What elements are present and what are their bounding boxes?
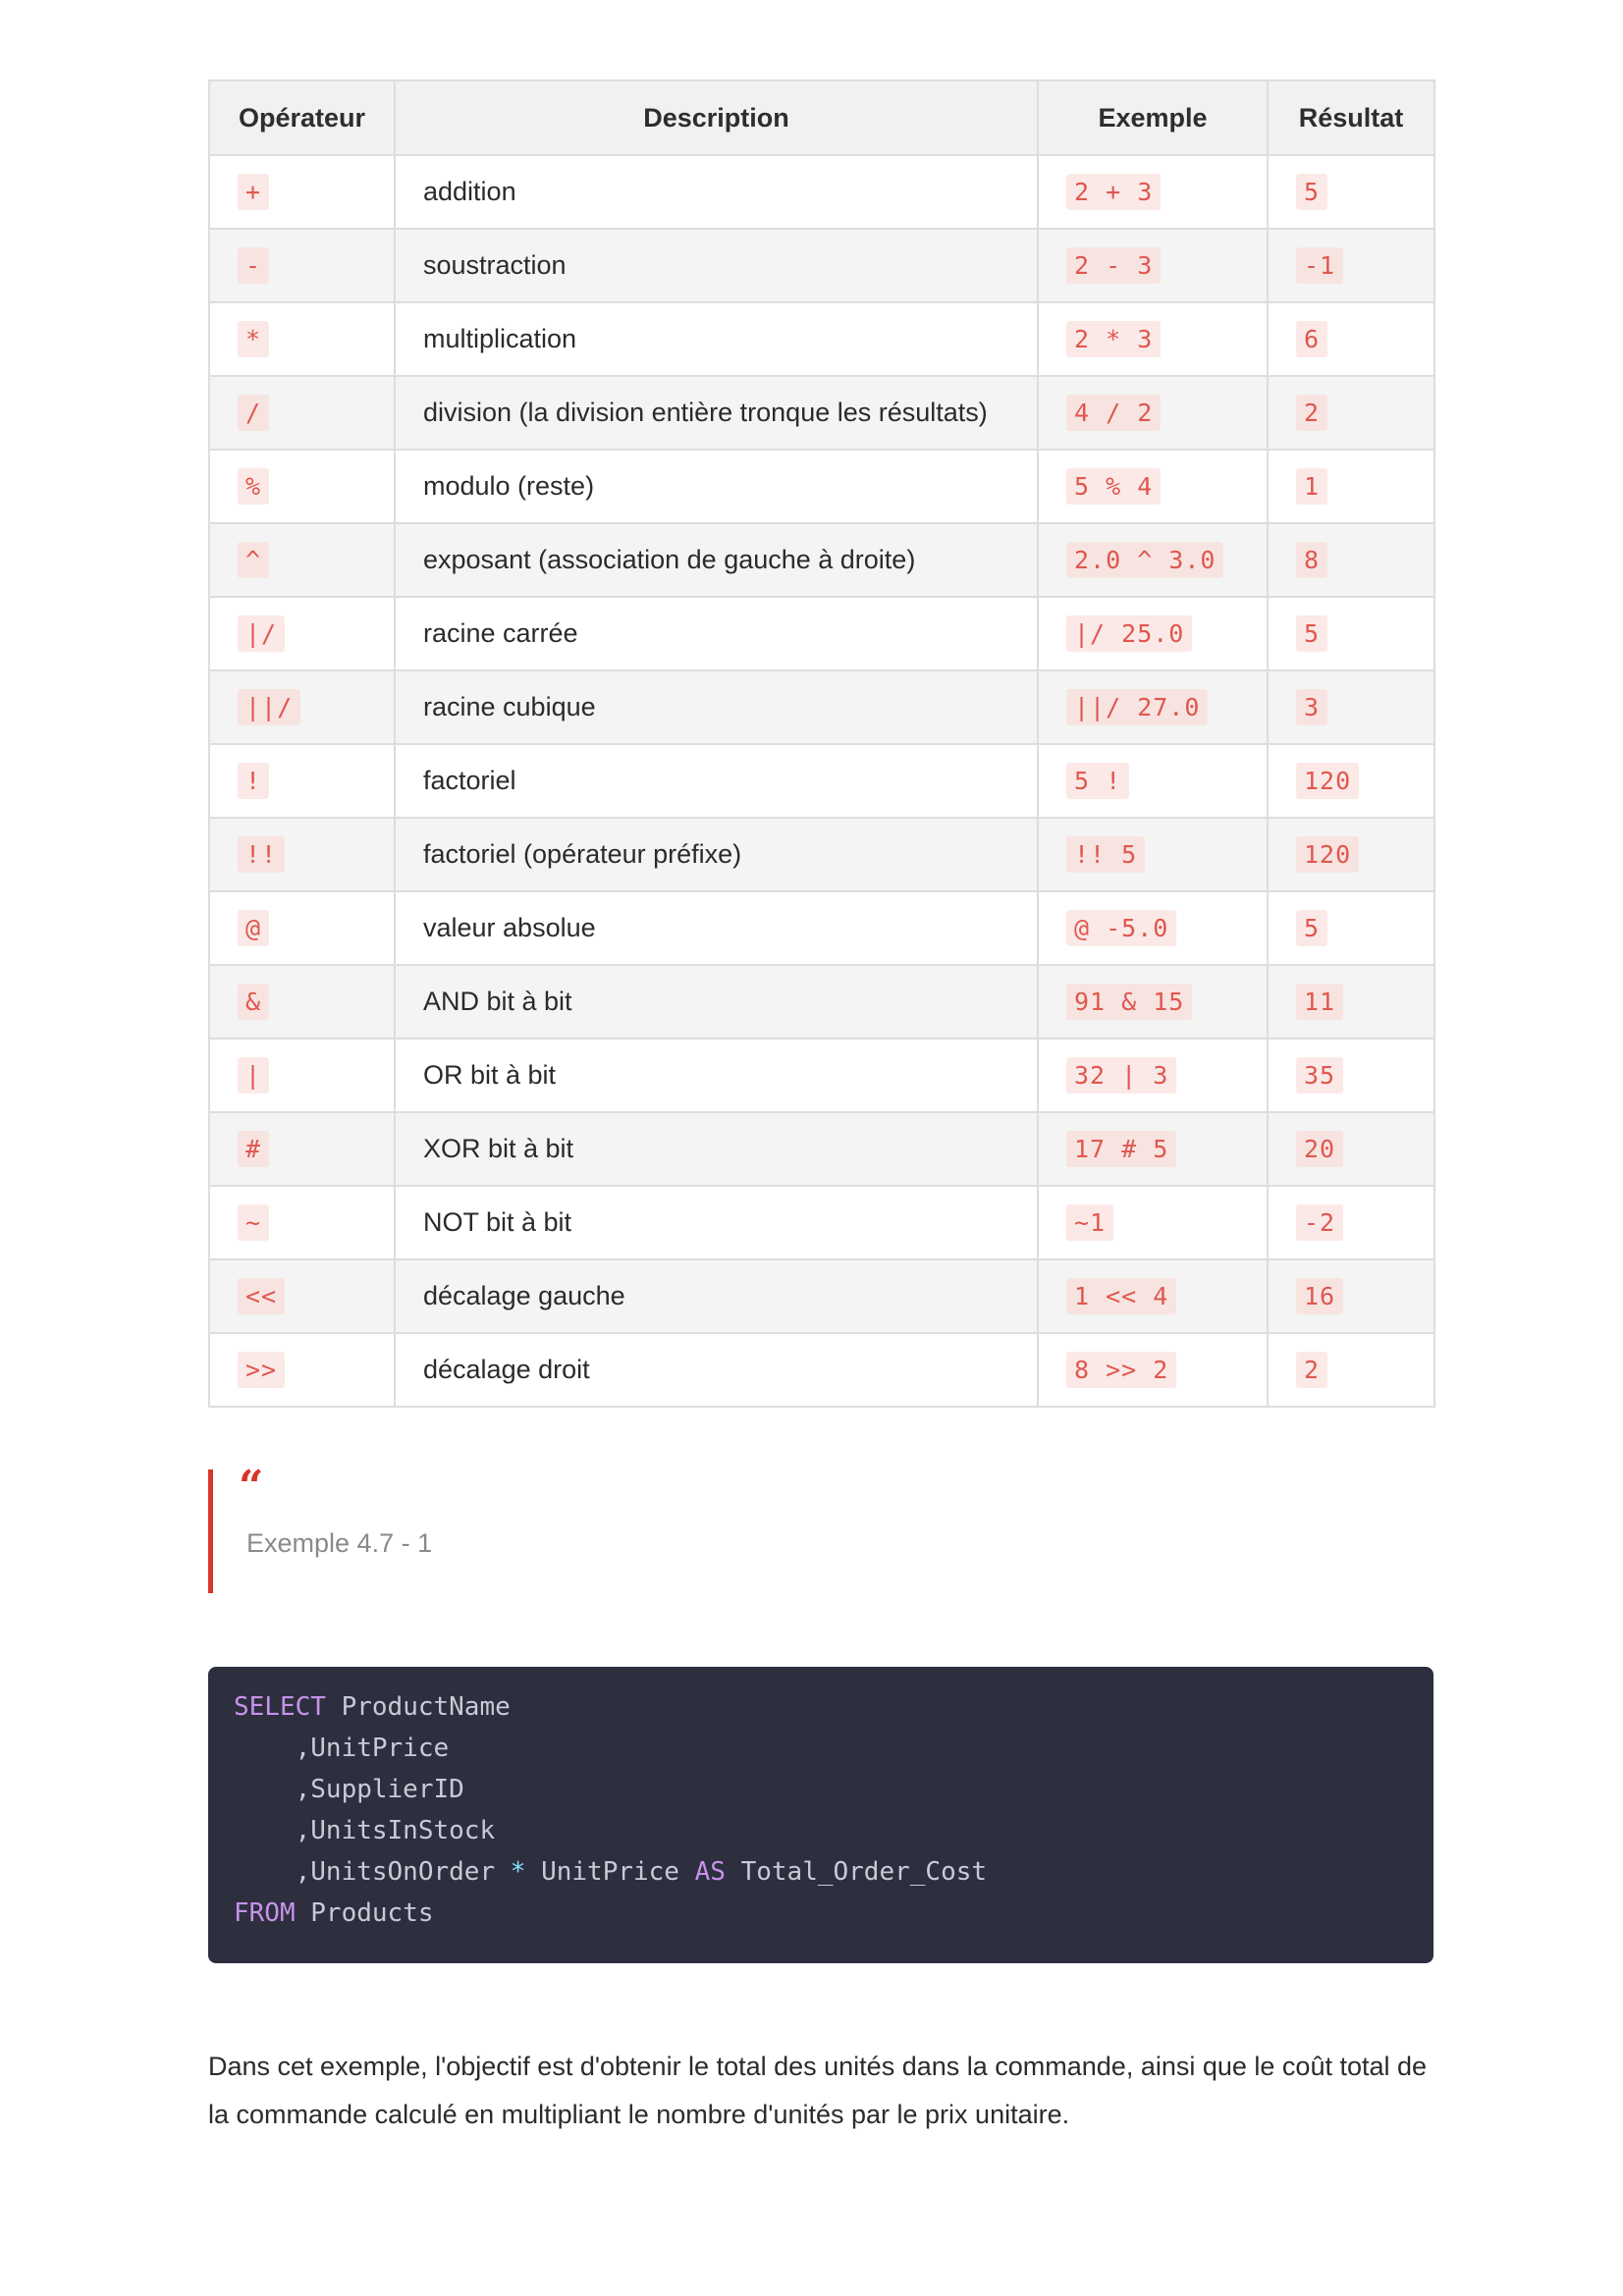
result-cell (1268, 1039, 1434, 1112)
operator-code: / (238, 395, 269, 431)
result-cell (1268, 450, 1434, 523)
example-code: !! 5 (1066, 836, 1145, 873)
result-code: 11 (1296, 984, 1343, 1020)
example-cell (1038, 155, 1268, 229)
result-code: 1 (1296, 468, 1327, 505)
result-code: 5 (1296, 615, 1327, 652)
result-cell (1268, 891, 1434, 965)
operator-cell (209, 597, 395, 670)
sql-operator: * (510, 1857, 526, 1887)
example-code: 17 # 5 (1066, 1131, 1176, 1167)
operators-table (208, 80, 1435, 1408)
result-code: 120 (1296, 763, 1359, 799)
table-row (209, 1039, 1434, 1112)
example-cell (1038, 1112, 1268, 1186)
result-code: 20 (1296, 1131, 1343, 1167)
operator-cell (209, 302, 395, 376)
sql-text: Products (295, 1898, 434, 1928)
description-cell: soustraction (395, 229, 1038, 302)
result-cell (1268, 1259, 1434, 1333)
result-code: 3 (1296, 689, 1327, 725)
result-code: -2 (1296, 1204, 1343, 1241)
operator-code: ^ (238, 542, 269, 578)
operator-cell (209, 891, 395, 965)
operator-cell (209, 1333, 395, 1407)
result-cell (1268, 965, 1434, 1039)
example-cell (1038, 965, 1268, 1039)
table-header-row (209, 80, 1434, 155)
example-cell (1038, 670, 1268, 744)
code-line (234, 1769, 1408, 1810)
example-code: 2 + 3 (1066, 174, 1161, 210)
example-cell (1038, 1259, 1268, 1333)
description-cell: exposant (association de gauche à droite) (395, 523, 1038, 597)
sql-keyword: AS (694, 1857, 726, 1887)
column-header-result: Résultat (1268, 80, 1434, 155)
result-cell (1268, 597, 1434, 670)
operators-table-body (209, 155, 1434, 1407)
operator-cell (209, 744, 395, 818)
operator-code: + (238, 174, 269, 210)
example-code: @ -5.0 (1066, 910, 1176, 946)
result-code: -1 (1296, 247, 1343, 284)
result-cell (1268, 1186, 1434, 1259)
operator-code: << (238, 1278, 285, 1314)
column-header-example: Exemple (1038, 80, 1268, 155)
table-row (209, 1112, 1434, 1186)
table-row (209, 229, 1434, 302)
table-row (209, 965, 1434, 1039)
result-code: 6 (1296, 321, 1327, 357)
operator-code: !! (238, 836, 285, 873)
example-cell (1038, 1039, 1268, 1112)
example-code: 2 * 3 (1066, 321, 1161, 357)
table-row (209, 302, 1434, 376)
operator-code: * (238, 321, 269, 357)
sql-code-block (208, 1667, 1434, 1963)
example-code: 5 % 4 (1066, 468, 1161, 505)
sql-keyword: SELECT (234, 1692, 326, 1722)
example-code: 2 - 3 (1066, 247, 1161, 284)
description-cell: OR bit à bit (395, 1039, 1038, 1112)
example-code: 91 & 15 (1066, 984, 1192, 1020)
sql-text: ,UnitsOnOrder (234, 1857, 511, 1887)
operator-cell (209, 1112, 395, 1186)
operator-cell (209, 450, 395, 523)
example-cell (1038, 597, 1268, 670)
sql-text: ,SupplierID (234, 1775, 464, 1804)
table-row (209, 670, 1434, 744)
result-code: 120 (1296, 836, 1359, 873)
table-row (209, 1259, 1434, 1333)
sql-text: ,UnitPrice (234, 1734, 450, 1763)
description-cell: multiplication (395, 302, 1038, 376)
operator-code: % (238, 468, 269, 505)
example-code: ||/ 27.0 (1066, 689, 1208, 725)
operator-code: ! (238, 763, 269, 799)
description-cell: AND bit à bit (395, 965, 1038, 1039)
table-row (209, 744, 1434, 818)
result-cell (1268, 1112, 1434, 1186)
table-row (209, 523, 1434, 597)
result-code: 16 (1296, 1278, 1343, 1314)
result-cell (1268, 376, 1434, 450)
result-code: 8 (1296, 542, 1327, 578)
example-cell (1038, 523, 1268, 597)
operator-cell (209, 670, 395, 744)
operator-cell (209, 229, 395, 302)
result-cell (1268, 744, 1434, 818)
code-line (234, 1810, 1408, 1851)
example-code: 8 >> 2 (1066, 1352, 1176, 1388)
example-cell (1038, 229, 1268, 302)
description-cell: valeur absolue (395, 891, 1038, 965)
result-code: 2 (1296, 395, 1327, 431)
example-cell (1038, 1186, 1268, 1259)
result-cell (1268, 523, 1434, 597)
operator-cell (209, 965, 395, 1039)
sql-text: Total_Order_Cost (725, 1857, 988, 1887)
code-line (234, 1686, 1408, 1728)
sql-keyword: FROM (234, 1898, 296, 1928)
result-cell (1268, 155, 1434, 229)
description-cell: décalage gauche (395, 1259, 1038, 1333)
description-cell: modulo (reste) (395, 450, 1038, 523)
example-cell (1038, 744, 1268, 818)
result-cell (1268, 302, 1434, 376)
example-cell (1038, 891, 1268, 965)
quote-mark-icon: “ (239, 1462, 264, 1512)
quote-text: Exemple 4.7 - 1 (246, 1528, 433, 1558)
table-row (209, 891, 1434, 965)
example-code: 32 | 3 (1066, 1057, 1176, 1094)
example-code: 5 ! (1066, 763, 1129, 799)
column-header-description: Description (395, 80, 1038, 155)
operator-cell (209, 818, 395, 891)
example-code: |/ 25.0 (1066, 615, 1192, 652)
table-row (209, 597, 1434, 670)
table-row (209, 450, 1434, 523)
example-cell (1038, 376, 1268, 450)
example-code: ~1 (1066, 1204, 1113, 1241)
operator-code: ~ (238, 1204, 269, 1241)
example-cell (1038, 450, 1268, 523)
result-code: 5 (1296, 174, 1327, 210)
description-cell: racine cubique (395, 670, 1038, 744)
description-cell: NOT bit à bit (395, 1186, 1038, 1259)
table-row (209, 1186, 1434, 1259)
table-row (209, 818, 1434, 891)
code-line (234, 1893, 1408, 1934)
operator-cell (209, 1186, 395, 1259)
description-cell: XOR bit à bit (395, 1112, 1038, 1186)
sql-text: ProductName (325, 1692, 511, 1722)
operator-code: @ (238, 910, 269, 946)
operator-code: | (238, 1057, 269, 1094)
result-code: 35 (1296, 1057, 1343, 1094)
column-header-operator: Opérateur (209, 80, 395, 155)
description-cell: addition (395, 155, 1038, 229)
result-code: 2 (1296, 1352, 1327, 1388)
example-code: 2.0 ^ 3.0 (1066, 542, 1223, 578)
content (208, 80, 1434, 1408)
operator-code: - (238, 247, 269, 284)
example-code: 1 << 4 (1066, 1278, 1176, 1314)
operator-cell (209, 155, 395, 229)
result-code: 5 (1296, 910, 1327, 946)
example-cell (1038, 302, 1268, 376)
operator-code: # (238, 1131, 269, 1167)
example-code: 4 / 2 (1066, 395, 1161, 431)
sql-text: UnitPrice (525, 1857, 695, 1887)
code-line (234, 1728, 1408, 1769)
result-cell (1268, 818, 1434, 891)
table-row (209, 1333, 1434, 1407)
sql-text: ,UnitsInStock (234, 1816, 496, 1845)
description-cell: décalage droit (395, 1333, 1038, 1407)
operator-cell (209, 376, 395, 450)
operator-code: ||/ (238, 689, 300, 725)
description-cell: factoriel (opérateur préfixe) (395, 818, 1038, 891)
operator-cell (209, 523, 395, 597)
result-cell (1268, 229, 1434, 302)
result-cell (1268, 1333, 1434, 1407)
operator-cell (209, 1039, 395, 1112)
blockquote (208, 1462, 1434, 1593)
example-cell (1038, 818, 1268, 891)
description-cell: racine carrée (395, 597, 1038, 670)
operator-cell (209, 1259, 395, 1333)
explanation-paragraph: Dans cet exemple, l'objectif est d'obtenir le total des unités dans la commande, ainsi que le coût total de la commande calculé en multipliant le nombre d'unités par le prix unitaire. (208, 2052, 1428, 2129)
code-line (234, 1851, 1408, 1893)
description-cell: division (la division entière tronque les résultats) (395, 376, 1038, 450)
operator-code: |/ (238, 615, 285, 652)
operator-code: & (238, 984, 269, 1020)
table-row (209, 155, 1434, 229)
description-cell: factoriel (395, 744, 1038, 818)
table-row (209, 376, 1434, 450)
result-cell (1268, 670, 1434, 744)
example-cell (1038, 1333, 1268, 1407)
operator-code: >> (238, 1352, 285, 1388)
